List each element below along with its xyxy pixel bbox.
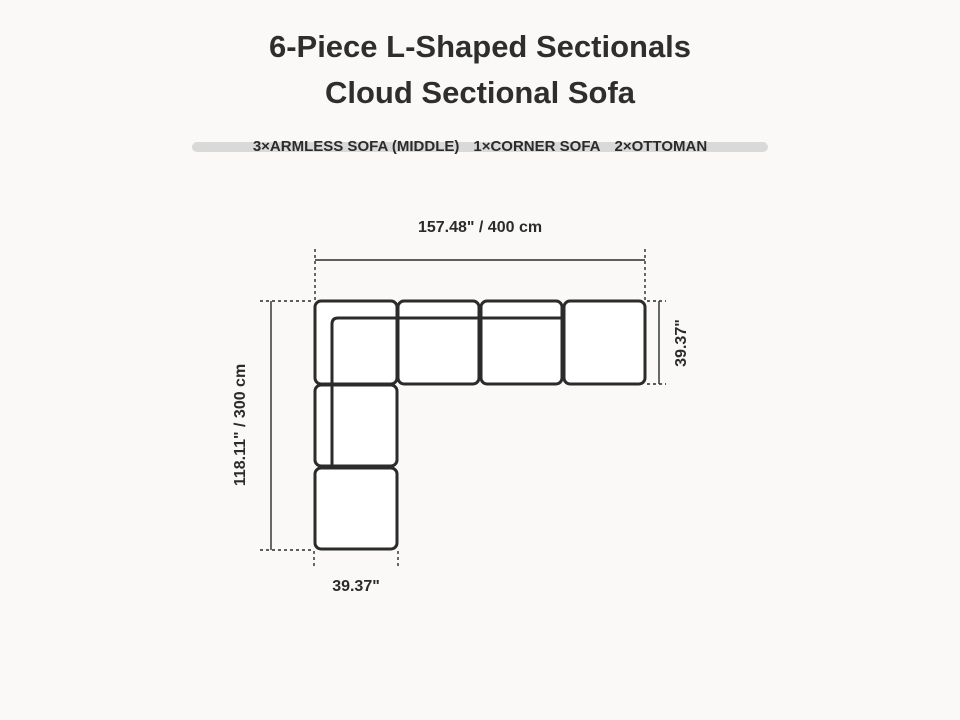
armless-sofa-piece-1 <box>398 301 479 384</box>
title-line-1: 6-Piece L-Shaped Sectionals <box>268 29 692 64</box>
length-dimension <box>260 301 314 550</box>
ottoman-piece-1 <box>564 301 645 384</box>
corner-sofa-piece <box>315 301 397 384</box>
armless-sofa-piece-2 <box>481 301 562 384</box>
title-line-2: Cloud Sectional Sofa <box>324 75 636 110</box>
component-ottoman: 2×OTTOMAN <box>614 138 708 155</box>
armless-sofa-piece-3 <box>315 385 397 466</box>
width-label: 157.48" / 400 cm <box>417 219 543 236</box>
component-armless-sofa: 3×ARMLESS SOFA (MIDDLE) <box>252 138 460 155</box>
width-dimension <box>315 249 645 300</box>
seat-width-dimension <box>314 551 398 568</box>
depth-dimension <box>647 301 666 384</box>
component-corner-sofa: 1×CORNER SOFA <box>473 138 601 155</box>
depth-label: 39.37" <box>673 319 690 367</box>
ottoman-piece-2 <box>315 468 397 549</box>
length-label: 118.11" / 300 cm <box>232 363 249 487</box>
seat-width-label: 39.37" <box>332 578 380 595</box>
